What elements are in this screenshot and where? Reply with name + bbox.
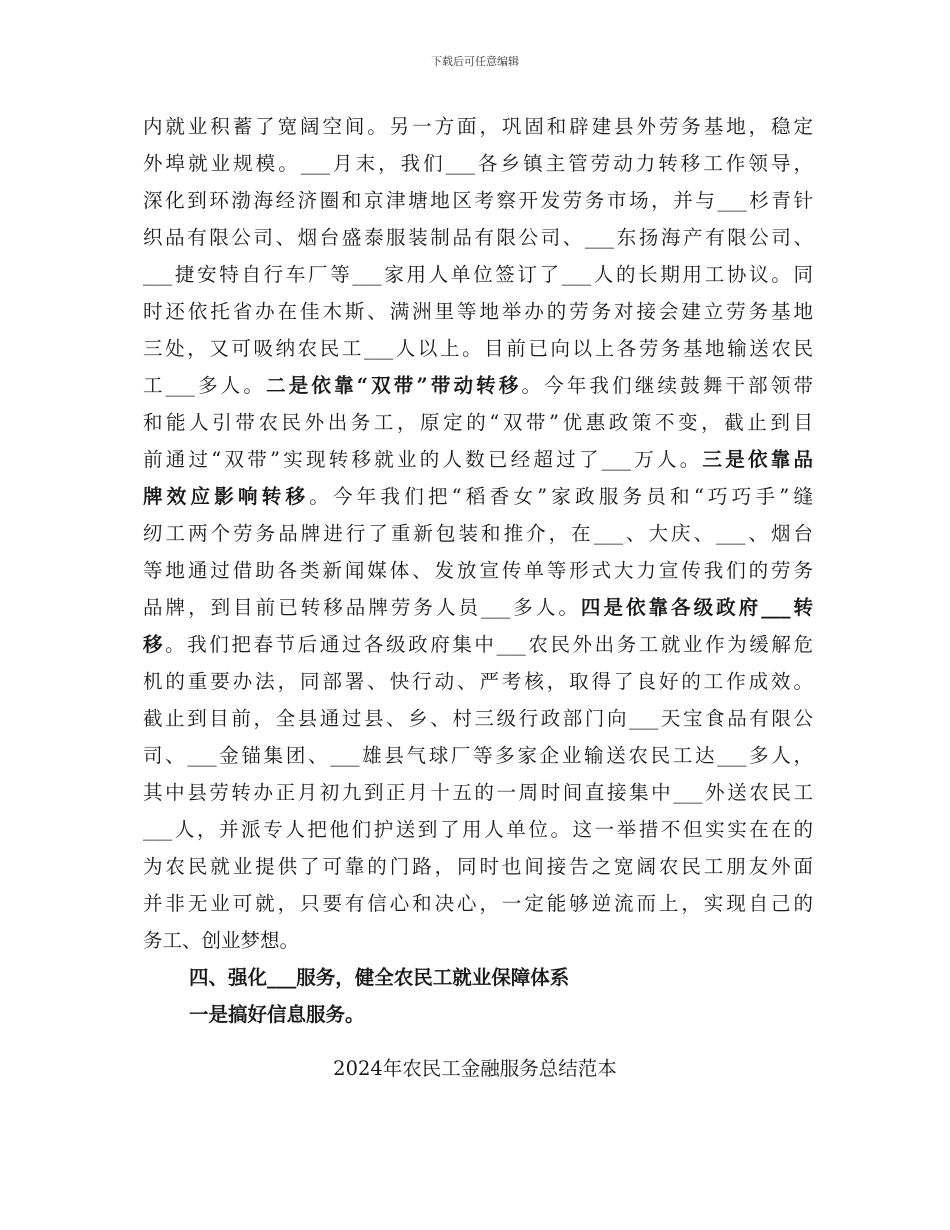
paragraph-line [143, 700, 813, 737]
text-segment: 工___多人。 [143, 374, 267, 397]
paragraph-line [143, 478, 813, 515]
bold-text-segment: 三是依靠品 [702, 448, 813, 471]
text-segment: 为农民就业提供了可靠的门路，同时也间接告之宽阔农民工朋友外面 [143, 855, 813, 878]
paragraph-line [143, 589, 813, 626]
body-paragraph [143, 108, 813, 959]
text-segment: 纫工两个劳务品牌进行了重新包装和推介，在___、大庆、___、烟台 [143, 522, 813, 545]
text-segment: 。我们把春节后通过各级政府集中___农民外出务工就业作为缓解危 [165, 633, 813, 656]
text-segment: 内就业积蓄了宽阔空间。另一方面，巩固和辟建县外劳务基地，稳定 [143, 115, 813, 138]
text-segment: 和能人引带农民外出务工，原定的“双带”优惠政策不变，截止到目 [143, 411, 813, 434]
paragraph-line [143, 626, 813, 663]
bold-text-segment: 二是依靠“双带”带动转移 [266, 374, 522, 397]
paragraph-line [143, 145, 813, 182]
paragraph-line [143, 848, 813, 885]
text-segment: 深化到环渤海经济圈和京津塘地区考察开发劳务市场，并与___杉青针 [143, 189, 813, 212]
paragraph-line [143, 219, 813, 256]
text-segment: 司、___金锚集团、___雄县气球厂等多家企业输送农民工达___多人， [143, 744, 813, 767]
text-segment: 织品有限公司、烟台盛泰服装制品有限公司、___东扬海产有限公司、 [143, 226, 813, 249]
paragraph-line [143, 330, 813, 367]
paragraph-line [143, 441, 813, 478]
section-heading: 四、强化___服务，健全农民工就业保障体系 [189, 966, 570, 989]
text-segment: 前通过“双带”实现转移就业的人数已经超过了___万人。 [143, 448, 703, 471]
text-segment: 。今年我们继续鼓舞干部领带 [521, 374, 813, 397]
bold-text-segment: 四是依靠各级政府___转 [580, 596, 813, 619]
paragraph-line [143, 885, 813, 922]
paragraph-line [143, 737, 813, 774]
text-segment: 三处，又可吸纳农民工___人以上。目前已向以上各劳务基地输送农民 [143, 337, 813, 360]
text-segment: 并非无业可就，只要有信心和决心，一定能够逆流而上，实现自己的 [143, 892, 813, 915]
text-segment: 品牌，到目前已转移品牌劳务人员___多人。 [143, 596, 581, 619]
paragraph-line [143, 182, 813, 219]
text-segment: 务工、创业梦想。 [143, 929, 300, 952]
document-title: 2024年农民工金融服务总结范本 [333, 1057, 617, 1080]
text-segment: 等地通过借助各类新闻媒体、发放宣传单等形式大力宣传我们的劳务 [143, 559, 813, 582]
text-segment: 。今年我们把“稻香女”家政服务员和“巧巧手”缝 [309, 485, 813, 508]
text-segment: 时还依托省办在佳木斯、满洲里等地举办的劳务对接会建立劳务基地 [143, 300, 813, 323]
paragraph-line [143, 811, 813, 848]
text-segment: 机的重要办法，同部署、快行动、严考核，取得了良好的工作成效。 [143, 670, 813, 693]
text-segment: 截止到目前，全县通过县、乡、村三级行政部门向___天宝食品有限公 [143, 707, 813, 730]
sub-heading: 一是搞好信息服务。 [189, 1003, 365, 1026]
paragraph-line [143, 404, 813, 441]
text-segment: ___捷安特自行车厂等___家用人单位签订了___人的长期用工协议。同 [143, 263, 813, 286]
text-segment: 外埠就业规模。___月末，我们___各乡镇主管劳动力转移工作领导， [143, 152, 813, 175]
paragraph-line [143, 922, 813, 959]
page-header-note: 下载后可任意编辑 [431, 55, 519, 68]
bold-text-segment: 牌效应影响转移 [143, 485, 310, 508]
paragraph-line [143, 293, 813, 330]
paragraph-line [143, 367, 813, 404]
text-segment: ___人，并派专人把他们护送到了用人单位。这一举措不但实实在在的 [143, 818, 813, 841]
paragraph-line [143, 256, 813, 293]
text-segment: 其中县劳转办正月初九到正月十五的一周时间直接集中___外送农民工 [143, 781, 813, 804]
paragraph-line [143, 108, 813, 145]
bold-text-segment: 移 [143, 633, 166, 656]
paragraph-line [143, 774, 813, 811]
paragraph-line [143, 552, 813, 589]
paragraph-line [143, 663, 813, 700]
paragraph-line [143, 515, 813, 552]
